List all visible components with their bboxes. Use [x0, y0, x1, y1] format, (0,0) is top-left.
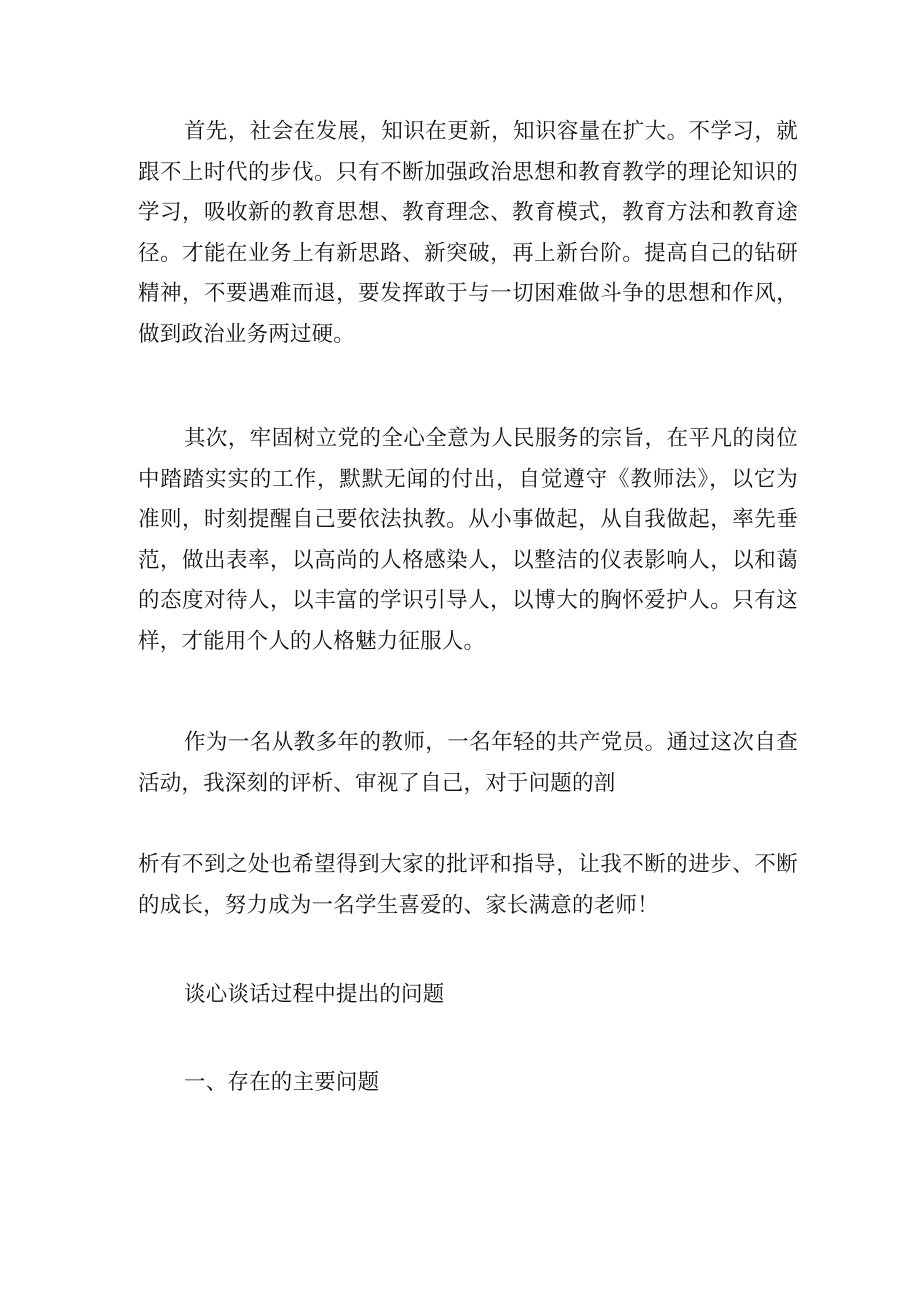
paragraph-first: 首先，社会在发展，知识在更新，知识容量在扩大。不学习，就跟不上时代的步伐。只有不断加强政治思想和教育教学的理论知识的学习，吸收新的教育思想、教育理念、教育模式，教育方法和教育途径。才能在业务上有新思路、新突破，再上新台阶。提高自己的钻研精神，不要遇难而退，要发挥敢于与一切困难做斗争的思想和作风，做到政治业务两过硬。	[138, 119, 798, 347]
paragraph-continuation: 析有不到之处也希望得到大家的批评和指导，让我不断的进步、不断的成长，努力成为一名学生喜爱的、家长满意的老师！	[138, 852, 798, 918]
paragraph-third: 作为一名从教多年的教师，一名年轻的共产党员。通过这次自查活动，我深刻的评析、审视了自己，对于问题的剖	[138, 730, 798, 796]
section-heading-talk-issues: 谈心谈话过程中提出的问题	[184, 982, 445, 1007]
subsection-heading-main-problems: 一、存在的主要问题	[184, 1070, 380, 1095]
paragraph-second: 其次，牢固树立党的全心全意为人民服务的宗旨，在平凡的岗位中踏踏实实的工作，默默无闻的付出，自觉遵守《教师法》，以它为准则，时刻提醒自己要依法执教。从小事做起，从自我做起，率先垂范，做出表率，以高尚的人格感染人，以整洁的仪表影响人，以和蔼的态度对待人，以丰富的学识引导人，以博大的胸怀爱护人。只有这样，才能用个人的人格魅力征服人。	[138, 426, 798, 654]
